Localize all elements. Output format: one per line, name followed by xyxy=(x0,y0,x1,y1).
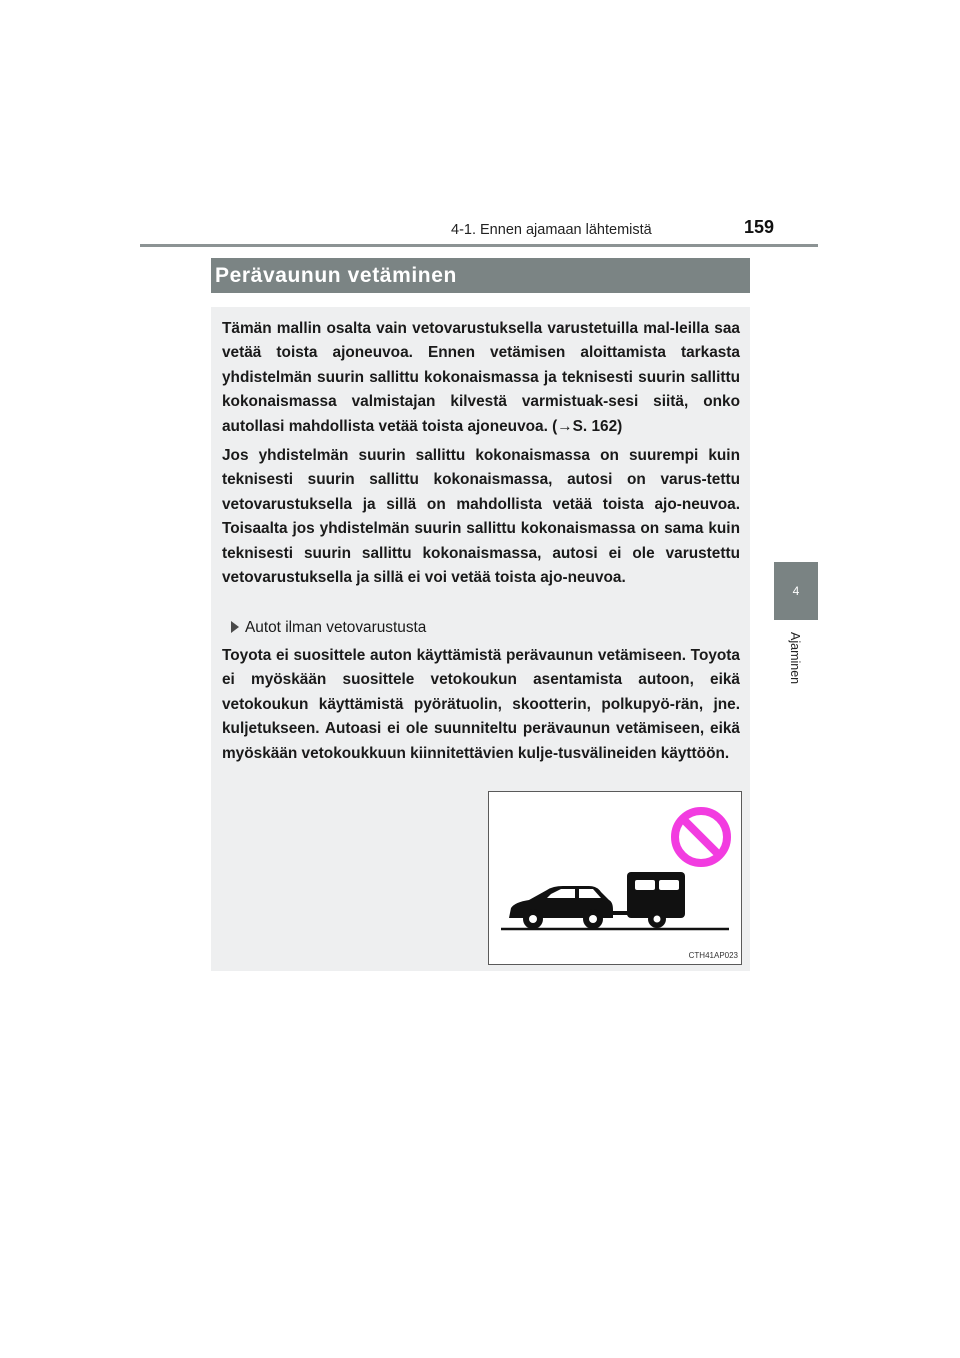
figure-code: CTH41AP023 xyxy=(688,951,738,960)
car-icon xyxy=(509,886,629,929)
subheading-text: Autot ilman vetovarustusta xyxy=(245,619,427,636)
section-breadcrumb: 4-1. Ennen ajamaan lähtemistä xyxy=(451,222,652,238)
prohibition-icon xyxy=(675,811,727,863)
chapter-tab[interactable] xyxy=(774,562,818,620)
chapter-label: Ajaminen xyxy=(788,632,802,685)
figure-illustration xyxy=(489,792,741,964)
combination-paragraph: Jos yhdistelmän suurin sallittu kokonaismassa on suurempi kuin teknisesti suurin sallittu kokonaismassa, autosi on varus-tettu vetovarustuksella ja sillä on mahdollista vetää toista ajo-neuvoa. Toisaalta jos yhdistelmän suurin sallittu kokonaismassa on sama kuin teknisesti suurin sallittu kokonaismassa, autosi ei ole varustettu vetovarustuksella ja sillä ei voi vetää toista ajo-neuvoa. xyxy=(222,447,740,587)
subheading xyxy=(231,616,426,640)
towing-prohibited-figure xyxy=(488,791,742,965)
chapter-number: 4 xyxy=(792,584,800,598)
triangle-bullet-icon xyxy=(231,621,239,633)
section-title-bar xyxy=(211,258,750,293)
trailer-icon xyxy=(627,872,685,928)
header-rule xyxy=(140,244,818,247)
content-box xyxy=(211,307,750,971)
section-title: Perävaunun vetäminen xyxy=(215,264,457,287)
recommendation-paragraph: Toyota ei suosittele auton käyttämistä perävaunun vetämiseen. Toyota ei myöskään suosittele vetokoukun asentamista autoon, eikä vetokoukun käyttämistä pyörätuolin, skootterin, polkupyö-rän, jne. kuljetukseen. Autoasi ei ole suunniteltu perävaunun vetämiseen, eikä myöskään vetokoukkuun kiinnitettävien kulje-tusvälineiden käyttöön. xyxy=(222,647,740,762)
page-number: 159 xyxy=(743,217,774,237)
intro-paragraph: Tämän mallin osalta vain vetovarustuksella varustetuilla mal-leilla saa vetää toista ajoneuvoa. Ennen vetämisen aloittamista tarkasta yhdistelmän suurin sallittu kokonaismassa ja teknisesti suurin sallittu kokonaismassa valmistajan kilvestä varmistuak-sesi siitä, onko autollasi mahdollista vetää toista ajoneuvoa. (→S. 162) xyxy=(222,320,740,435)
